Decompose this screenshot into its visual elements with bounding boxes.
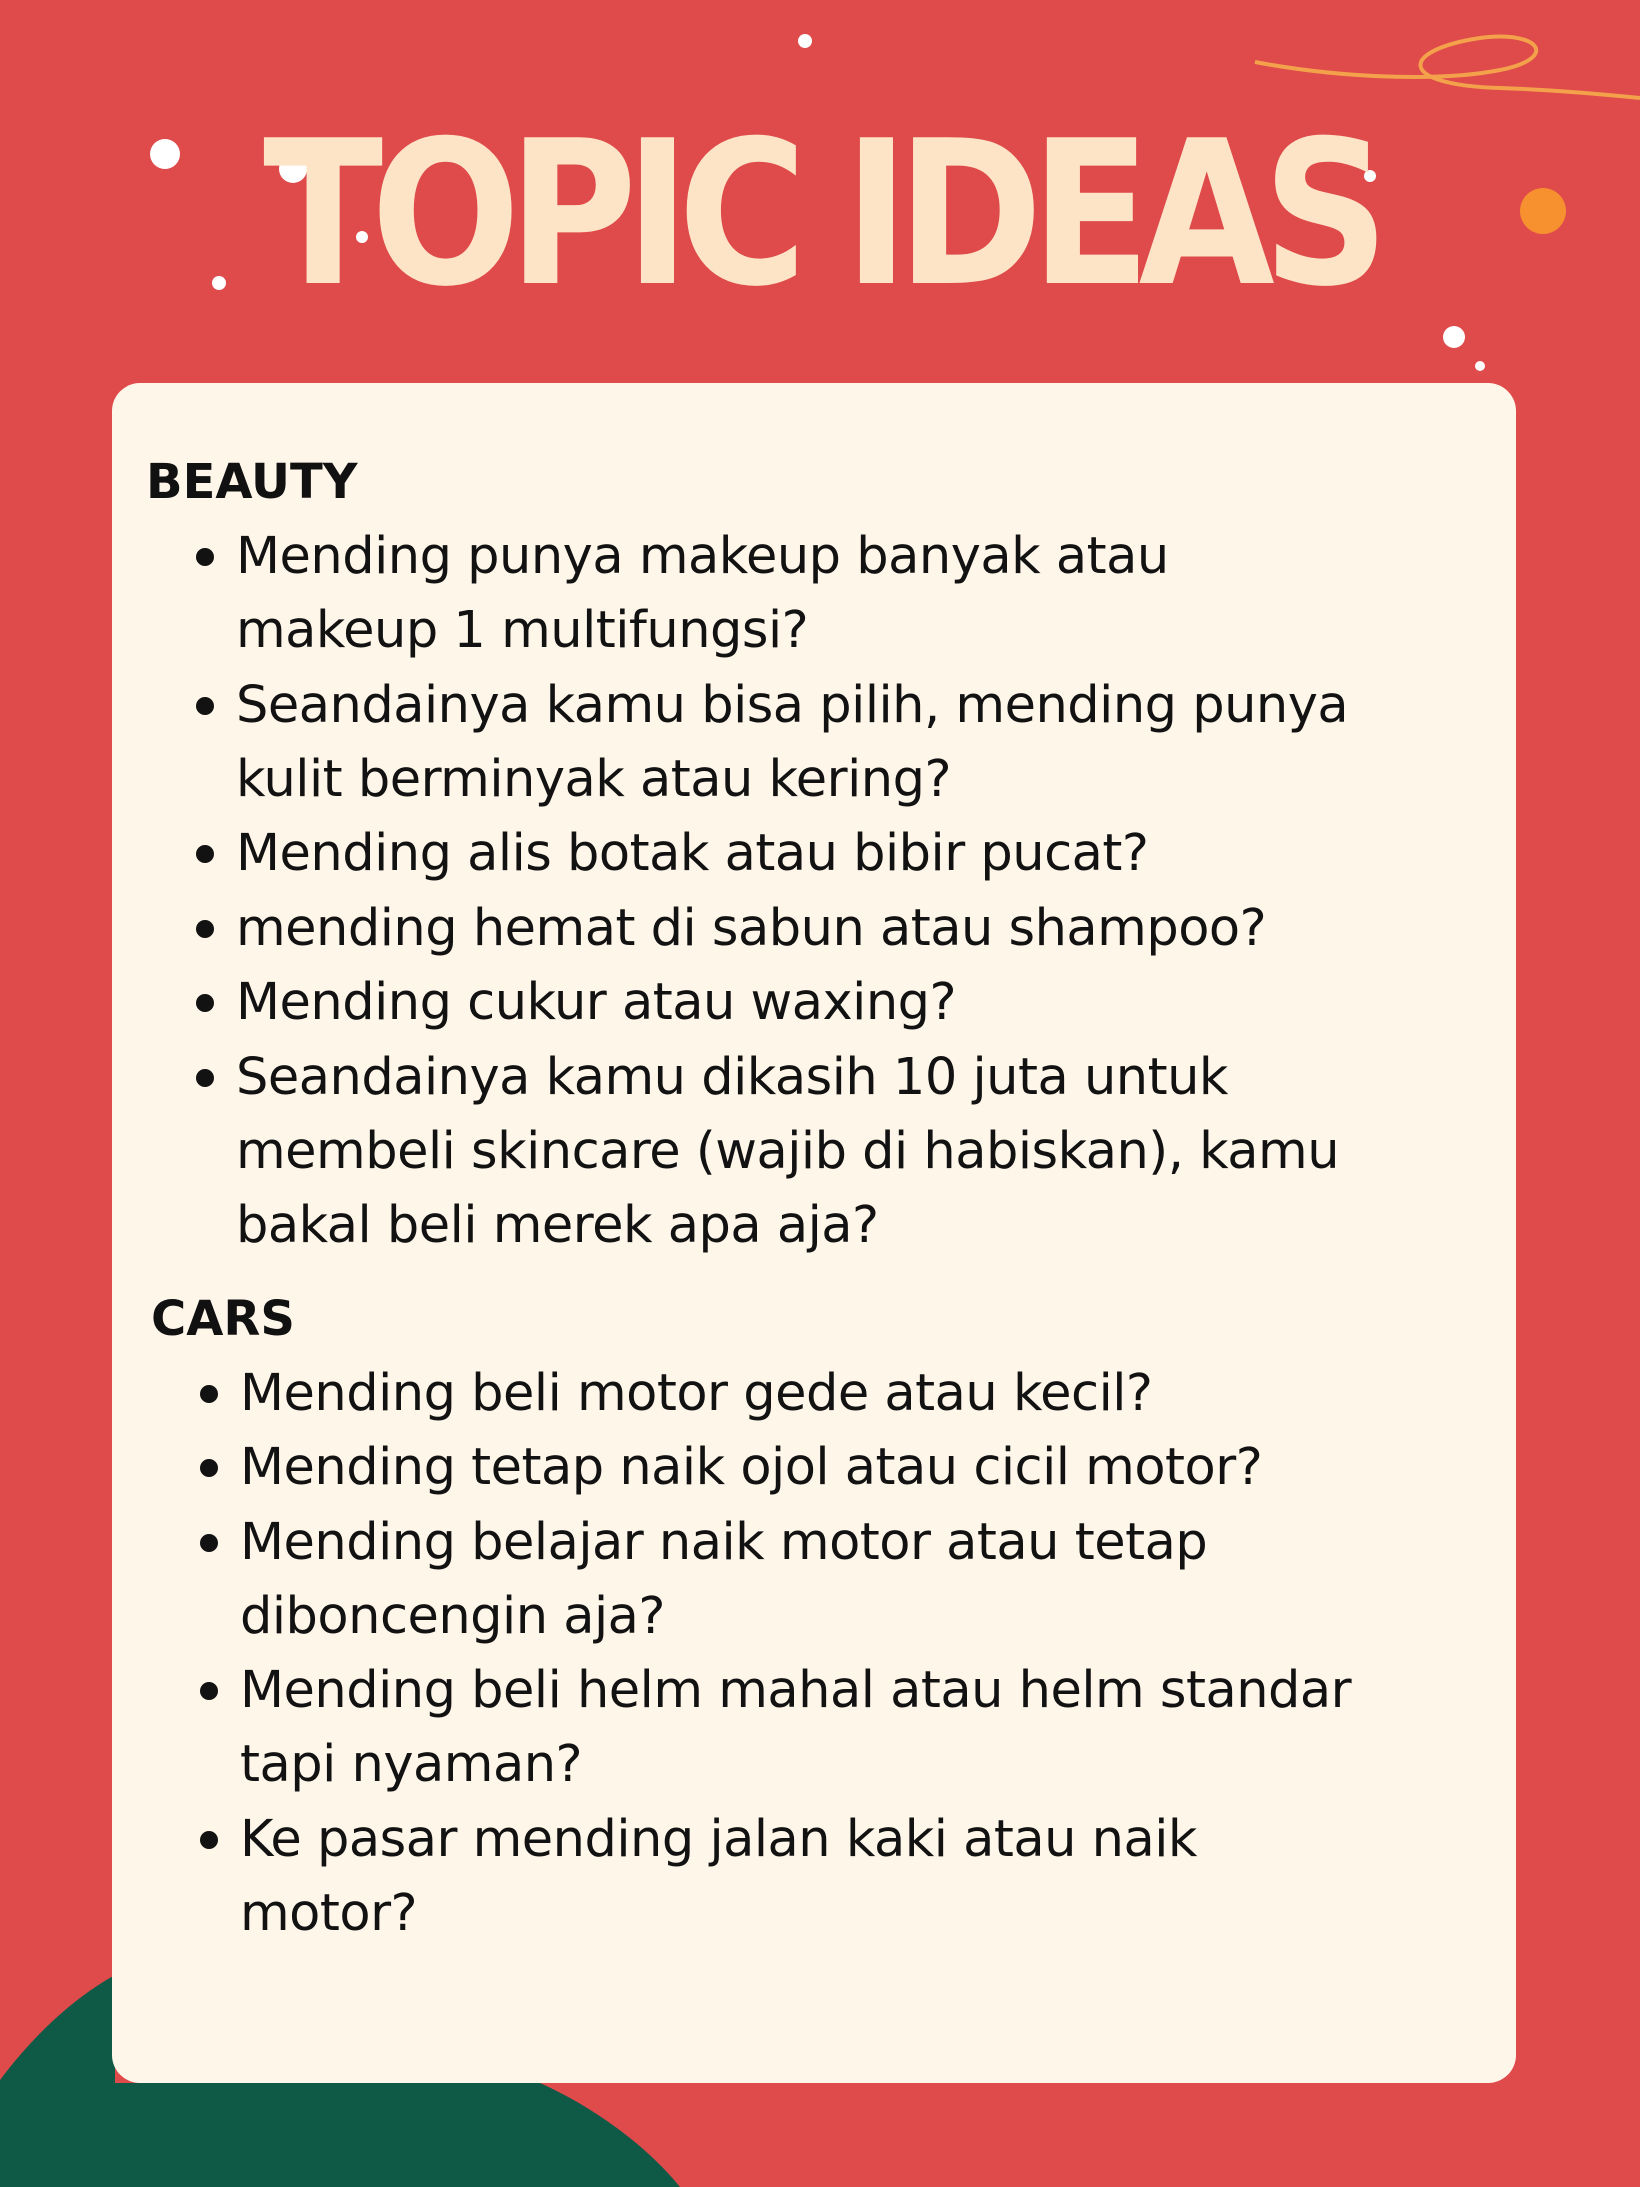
bullet-icon (196, 1069, 214, 1087)
list-item: mending hemat di sabun atau shampoo? (236, 899, 1267, 958)
orange-swirl-line (1255, 37, 1640, 98)
section-heading-beauty: BEAUTY (146, 454, 358, 510)
dot (1475, 361, 1485, 371)
bullet-icon (196, 697, 214, 715)
section-heading-cars: CARS (151, 1291, 295, 1347)
bullet-icon (196, 994, 214, 1012)
list-item: Ke pasar mending jalan kaki atau naik (240, 1810, 1197, 1869)
list-item: Mending belajar naik motor atau tetap (240, 1513, 1208, 1572)
list-item: Mending beli motor gede atau kecil? (240, 1364, 1153, 1423)
dot (798, 34, 812, 48)
list-item-continuation: membeli skincare (wajib di habiskan), kamu (236, 1122, 1340, 1181)
list-item-continuation: makeup 1 multifungsi? (236, 601, 809, 660)
bullet-icon (200, 1459, 218, 1477)
bullet-icon (196, 845, 214, 863)
bullet-icon (196, 548, 214, 566)
list-item-continuation: bakal beli merek apa aja? (236, 1196, 879, 1255)
bullet-icon (200, 1831, 218, 1849)
list-item-continuation: motor? (240, 1884, 418, 1943)
bullet-icon (200, 1682, 218, 1700)
list-item: Seandainya kamu dikasih 10 juta untuk (236, 1048, 1228, 1107)
list-item-continuation: kulit berminyak atau kering? (236, 750, 952, 809)
bullet-icon (200, 1385, 218, 1403)
list-item: Mending tetap naik ojol atau cicil motor? (240, 1438, 1263, 1497)
bullet-icon (200, 1534, 218, 1552)
page-title: TOPIC IDEAS (263, 98, 1377, 331)
list-item: Mending beli helm mahal atau helm standar (240, 1661, 1352, 1720)
list-item: Mending alis botak atau bibir pucat? (236, 824, 1149, 883)
bullet-icon (196, 920, 214, 938)
list-item-continuation: tapi nyaman? (240, 1735, 583, 1794)
list-item: Seandainya kamu bisa pilih, mending punya (236, 676, 1349, 735)
list-item: Mending punya makeup banyak atau (236, 527, 1169, 586)
list-item: Mending cukur atau waxing? (236, 973, 957, 1032)
dot (1443, 326, 1465, 348)
list-item-continuation: diboncengin aja? (240, 1587, 666, 1646)
